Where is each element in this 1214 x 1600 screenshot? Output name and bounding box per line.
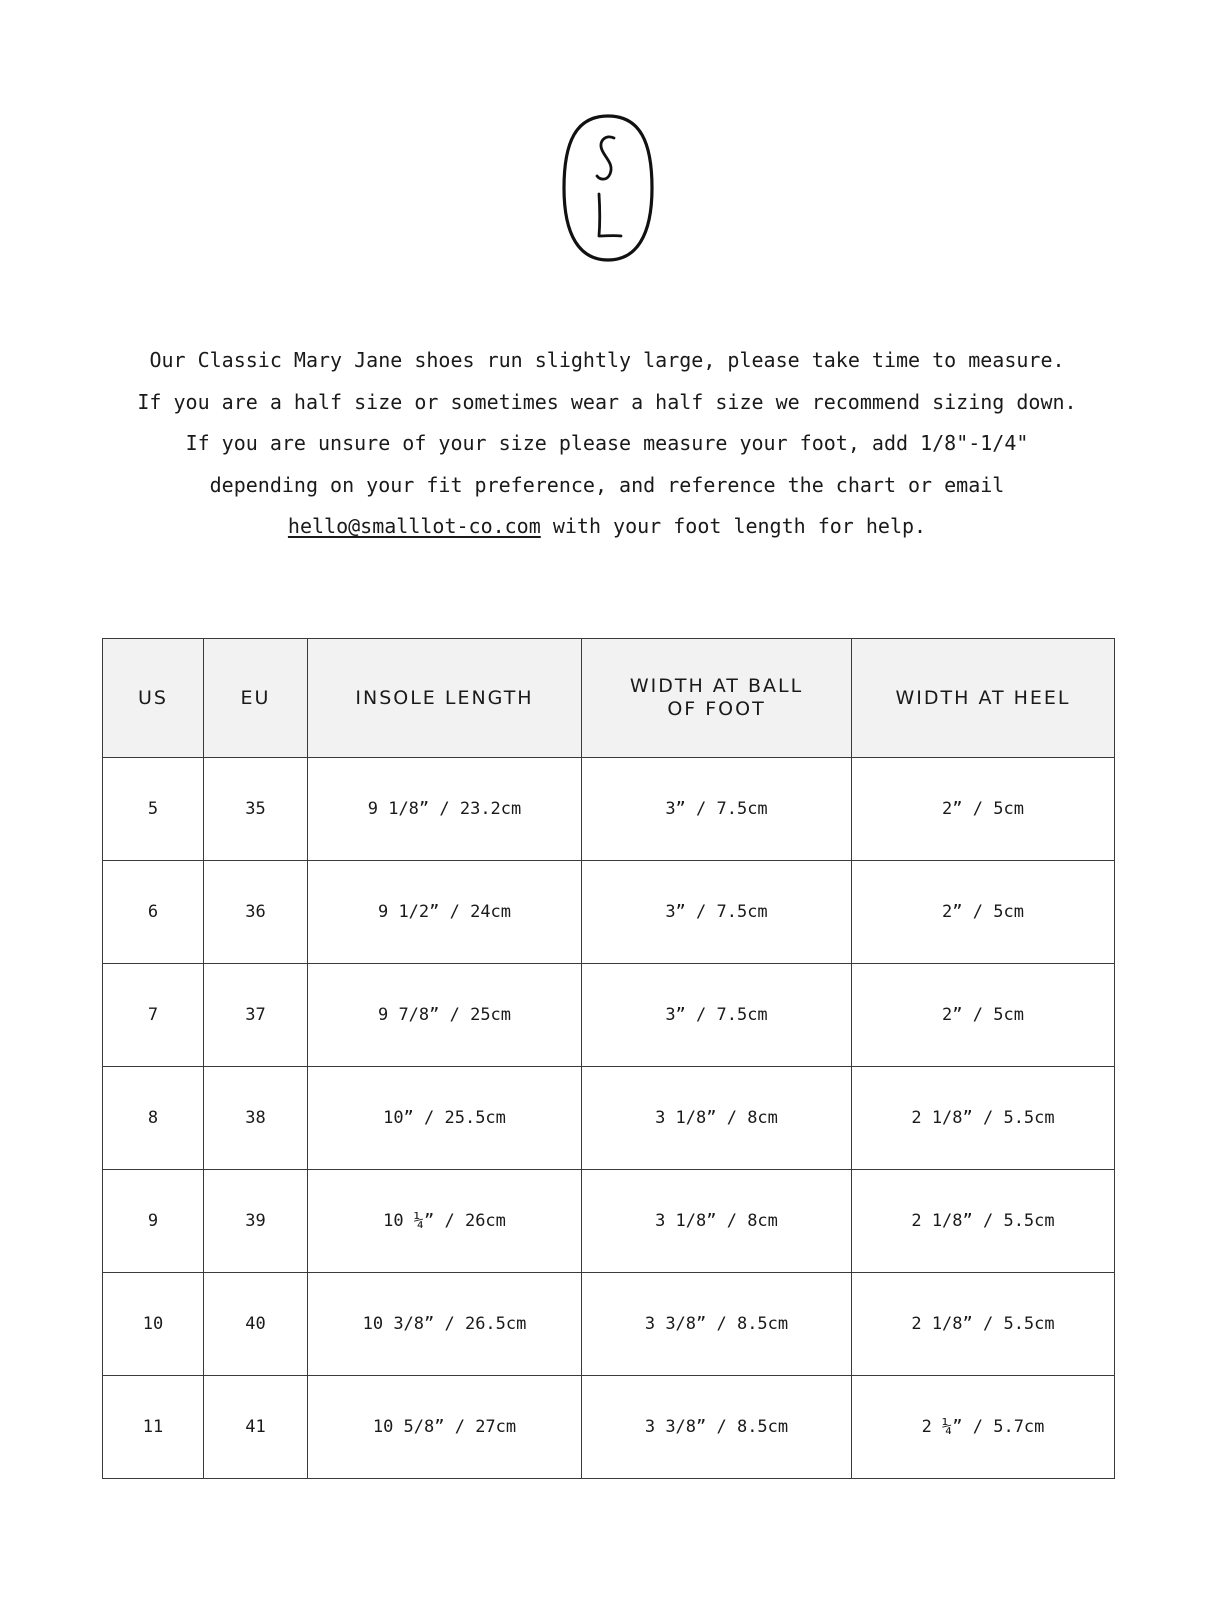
cell-eu: 39 — [204, 1170, 308, 1273]
cell-us: 5 — [103, 758, 204, 861]
table-row — [103, 964, 1115, 1067]
cell-eu: 37 — [204, 964, 308, 1067]
email-link[interactable]: hello@smalllot-co.com — [287, 514, 541, 538]
sizing-note — [0, 340, 1214, 548]
sizing-note-line: depending on your fit preference, and reference the chart or email — [209, 472, 1005, 497]
cell-insole-length: 10 3/8” / 26.5cm — [308, 1273, 582, 1376]
cell-width-at-heel: 2 1/8” / 5.5cm — [852, 1067, 1115, 1170]
table-row — [103, 861, 1115, 964]
size-chart-table — [102, 638, 1115, 1479]
cell-insole-length: 10” / 25.5cm — [308, 1067, 582, 1170]
cell-width-at-ball: 3” / 7.5cm — [582, 861, 852, 964]
oval-monogram-logo-icon — [562, 114, 654, 262]
cell-us: 7 — [103, 964, 204, 1067]
table-row — [103, 1376, 1115, 1479]
header-us: US — [103, 639, 204, 758]
header-eu: EU — [204, 639, 308, 758]
header-row — [103, 639, 1115, 758]
cell-us: 6 — [103, 861, 204, 964]
header-width-at-heel: WIDTH AT HEEL — [852, 639, 1115, 758]
cell-eu: 36 — [204, 861, 308, 964]
cell-insole-length: 10 ¼” / 26cm — [308, 1170, 582, 1273]
header-width-at-ball-line2: OF FOOT — [667, 698, 766, 720]
cell-insole-length: 9 7/8” / 25cm — [308, 964, 582, 1067]
header-insole-length: INSOLE LENGTH — [308, 639, 582, 758]
cell-us: 10 — [103, 1273, 204, 1376]
cell-width-at-ball: 3” / 7.5cm — [582, 964, 852, 1067]
cell-width-at-heel: 2” / 5cm — [852, 964, 1115, 1067]
cell-insole-length: 10 5/8” / 27cm — [308, 1376, 582, 1479]
sizing-note-line — [0, 506, 1214, 548]
table-row — [103, 1273, 1115, 1376]
cell-us: 11 — [103, 1376, 204, 1479]
cell-width-at-ball: 3 1/8” / 8cm — [582, 1170, 852, 1273]
sizing-note-suffix: with your foot length for help. — [540, 514, 927, 538]
brand-logo — [562, 114, 654, 262]
sizing-note-line: If you are a half size or sometimes wear a half size we recommend sizing down. — [137, 389, 1077, 414]
sizing-note-line: If you are unsure of your size please measure your foot, add 1/8"-1/4" — [185, 431, 1029, 455]
cell-insole-length: 9 1/2” / 24cm — [308, 861, 582, 964]
cell-us: 8 — [103, 1067, 204, 1170]
sizing-note-line: Our Classic Mary Jane shoes run slightly large, please take time to measure. — [149, 348, 1065, 372]
cell-eu: 38 — [204, 1067, 308, 1170]
cell-us: 9 — [103, 1170, 204, 1273]
header-width-at-ball — [582, 639, 852, 758]
cell-insole-length: 9 1/8” / 23.2cm — [308, 758, 582, 861]
table-row — [103, 758, 1115, 861]
cell-width-at-ball: 3” / 7.5cm — [582, 758, 852, 861]
cell-eu: 41 — [204, 1376, 308, 1479]
cell-eu: 40 — [204, 1273, 308, 1376]
cell-width-at-ball: 3 1/8” / 8cm — [582, 1067, 852, 1170]
cell-width-at-heel: 2 1/8” / 5.5cm — [852, 1273, 1115, 1376]
table-row — [103, 1170, 1115, 1273]
cell-width-at-heel: 2” / 5cm — [852, 758, 1115, 861]
cell-eu: 35 — [204, 758, 308, 861]
cell-width-at-heel: 2 1/8” / 5.5cm — [852, 1170, 1115, 1273]
table-row — [103, 1067, 1115, 1170]
cell-width-at-ball: 3 3/8” / 8.5cm — [582, 1376, 852, 1479]
cell-width-at-heel: 2 ¼” / 5.7cm — [852, 1376, 1115, 1479]
cell-width-at-heel: 2” / 5cm — [852, 861, 1115, 964]
header-width-at-ball-line1: WIDTH AT BALL — [629, 675, 804, 697]
cell-width-at-ball: 3 3/8” / 8.5cm — [582, 1273, 852, 1376]
